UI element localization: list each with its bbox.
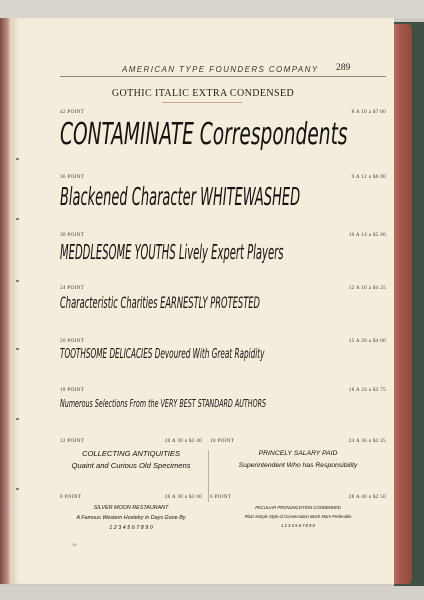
signature-mark: 19 [72, 542, 77, 547]
binding-stitch [16, 488, 19, 490]
price: 18 A 24 a $3 75 [348, 387, 386, 393]
size-label: 30 POINT [60, 232, 85, 238]
price: 8 A 10 a $7 00 [351, 109, 386, 115]
price: 15 A 20 a $4 00 [348, 338, 386, 344]
header-rule [60, 76, 386, 77]
specimen-6-point-line-2: Plain Simple Style of Conversation Much More Preferable [244, 514, 352, 519]
size-label: 36 POINT [60, 174, 85, 180]
specimen-42-point: CONTAMINATE Correspondents [60, 117, 348, 152]
book-page [12, 18, 394, 584]
specimen-10-point-line-1: PRINCELY SALARY PAID [258, 450, 338, 457]
specimen-6-point-figures: 1 2 3 4 5 6 7 8 9 0 [281, 523, 315, 528]
section-title: GOTHIC ITALIC EXTRA CONDENSED [111, 88, 295, 99]
price: 10 A 14 a $5 00 [348, 232, 386, 238]
binding-stitch [16, 158, 19, 160]
backdrop-bottom [0, 586, 424, 600]
specimen-36-point: Blackened Character WHITEWASHED [60, 182, 301, 211]
book-spine [0, 18, 12, 584]
size-label: 42 POINT [60, 109, 85, 115]
size-label: 6 POINT [210, 494, 232, 500]
backdrop-top [0, 0, 424, 18]
specimen-20-point: TOOTHSOME DELICACIES Devoured With Great Rapidity [60, 346, 265, 362]
binding-stitch [16, 348, 19, 350]
running-head: AMERICAN TYPE FOUNDERS COMPANY [122, 65, 319, 74]
specimen-30-point: MEDDLESOME YOUTHS Lively Expert Players [60, 240, 284, 264]
specimen-24-point: Characteristic Charities EARNESTLY PROTESTED [60, 293, 260, 312]
size-label: 10 POINT [210, 438, 235, 444]
size-label: 8 POINT [60, 494, 82, 500]
size-label: 24 POINT [60, 285, 85, 291]
binding-stitch [16, 280, 19, 282]
page-edges [392, 24, 412, 584]
binding-stitch [16, 218, 19, 220]
specimen-12-point-line-2: Quaint and Curious Old Specimens [71, 461, 191, 470]
specimen-10-point-line-2: Superintendent Who has Responsibility [238, 462, 358, 469]
price: 9 A 12 a $6 00 [351, 174, 386, 180]
specimen-6-point-line-1: PECULIAR PRONUNCIATION CONDEMNED [255, 505, 341, 510]
specimen-8-point-line-2: A Famous Western Hostelry in Days Gone By [76, 515, 186, 521]
size-label: 20 POINT [60, 338, 85, 344]
specimen-12-point-line-1: COLLECTING ANTIQUITIES [81, 449, 181, 458]
price: 26 A 38 a $3 00 [164, 494, 202, 500]
price: 20 A 30 a $3 40 [164, 438, 202, 444]
title-rule [162, 102, 242, 103]
specimen-18-point: Numerous Selections From the VERY BEST STANDARD AUTHORS [60, 397, 267, 410]
price: 28 A 40 a $2 50 [348, 494, 386, 500]
price: 12 A 16 a $4 25 [348, 285, 386, 291]
price: 24 A 36 a $3 25 [348, 438, 386, 444]
size-label: 18 POINT [60, 387, 85, 393]
column-divider [208, 450, 209, 502]
page-number: 289 [336, 63, 351, 73]
specimen-8-point-line-1: SILVER MOON RESTAURANT [93, 505, 169, 511]
size-label: 12 POINT [60, 438, 85, 444]
specimen-8-point-figures: 1 2 3 4 5 6 7 8 9 0 [109, 525, 153, 531]
binding-stitch [16, 418, 19, 420]
